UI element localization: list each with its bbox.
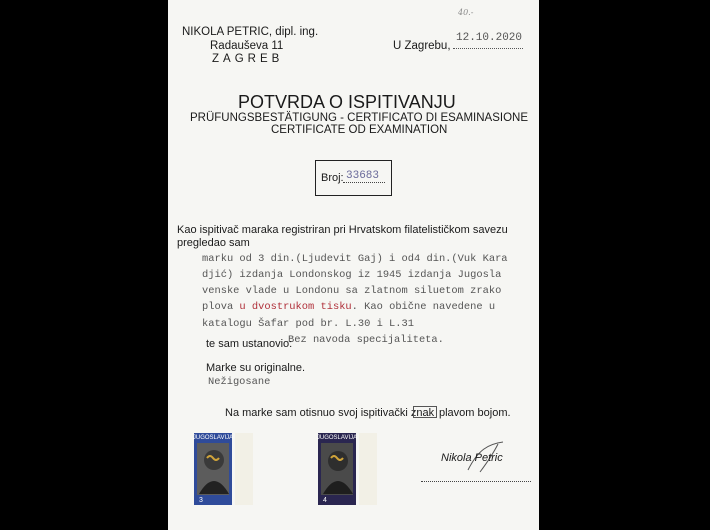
stamp-mark-text-end: plavom bojom. — [439, 407, 511, 419]
typed-line-4 — [202, 301, 495, 313]
typed-line-4-end: . Kao obične navedene u — [351, 301, 496, 313]
examiner-mark-box — [413, 406, 437, 418]
typed-highlight: u dvostrukom tisku — [239, 301, 352, 313]
signer-name: Nikola Petric — [441, 452, 503, 464]
stamp-2-country: JUGOSLAVIJA — [316, 435, 358, 441]
issuer-city: ZAGREB — [212, 53, 284, 65]
number-value: 33683 — [346, 170, 380, 182]
number-label: Broj: — [321, 172, 344, 184]
date-line — [453, 48, 523, 49]
intro-line-1: Kao ispitivač maraka registriran pri Hrvatskom filatelističkom savezu — [177, 224, 508, 236]
certificate-subtitle-de: PRÜFUNGSBESTÄTIGUNG - CERTIFICATO DI ESAMINASIONE — [190, 112, 529, 124]
issuer-address: Radauševa 11 — [210, 40, 284, 52]
stamp-4-din — [315, 428, 377, 508]
place-label: U Zagrebu, — [393, 40, 451, 52]
typed-line-5: katalogu Šafar pod br. L.30 i L.31 — [202, 318, 415, 330]
issuer-name: NIKOLA PETRIC, dipl. ing. — [182, 26, 319, 38]
certificate-subtitle-en: CERTIFICATE OD EXAMINATION — [271, 124, 448, 136]
typed-line-6: Bez navoda specijaliteta. — [288, 334, 444, 346]
intro-line-2: pregledao sam — [177, 237, 250, 249]
corner-note: 40.- — [458, 8, 474, 17]
stamp-2-value: 4 — [323, 497, 327, 504]
typed-line-4-start: plova — [202, 301, 240, 313]
certificate-title: POTVRDA O ISPITIVANJU — [238, 92, 456, 112]
stamp-1-value: 3 — [199, 497, 203, 504]
number-line — [343, 182, 385, 183]
typed-line-1: marku od 3 din.(Ljudevit Gaj) i od4 din.(Vuk Kara — [202, 253, 508, 265]
original-statement: Marke su originalne. — [206, 362, 306, 374]
established-label: te sam ustanovio: — [206, 338, 293, 350]
signature-line — [421, 481, 531, 482]
typed-line-2: djić) izdanja Londonskog iz 1945 izdanja Jugosla — [202, 269, 502, 281]
stamp-mark-text: Na marke sam otisnuo svoj ispitivački znak — [225, 407, 435, 419]
cancel-status: Nežigosane — [208, 376, 271, 388]
stamp-3-din — [191, 428, 253, 508]
typed-line-3: venske vlade u Londonu sa zlatnom siluetom zrako — [202, 285, 502, 297]
stamp-1-country: JUGOSLAVIJA — [192, 435, 234, 441]
certificate-sheet — [168, 0, 539, 530]
date-value: 12.10.2020 — [456, 32, 523, 44]
